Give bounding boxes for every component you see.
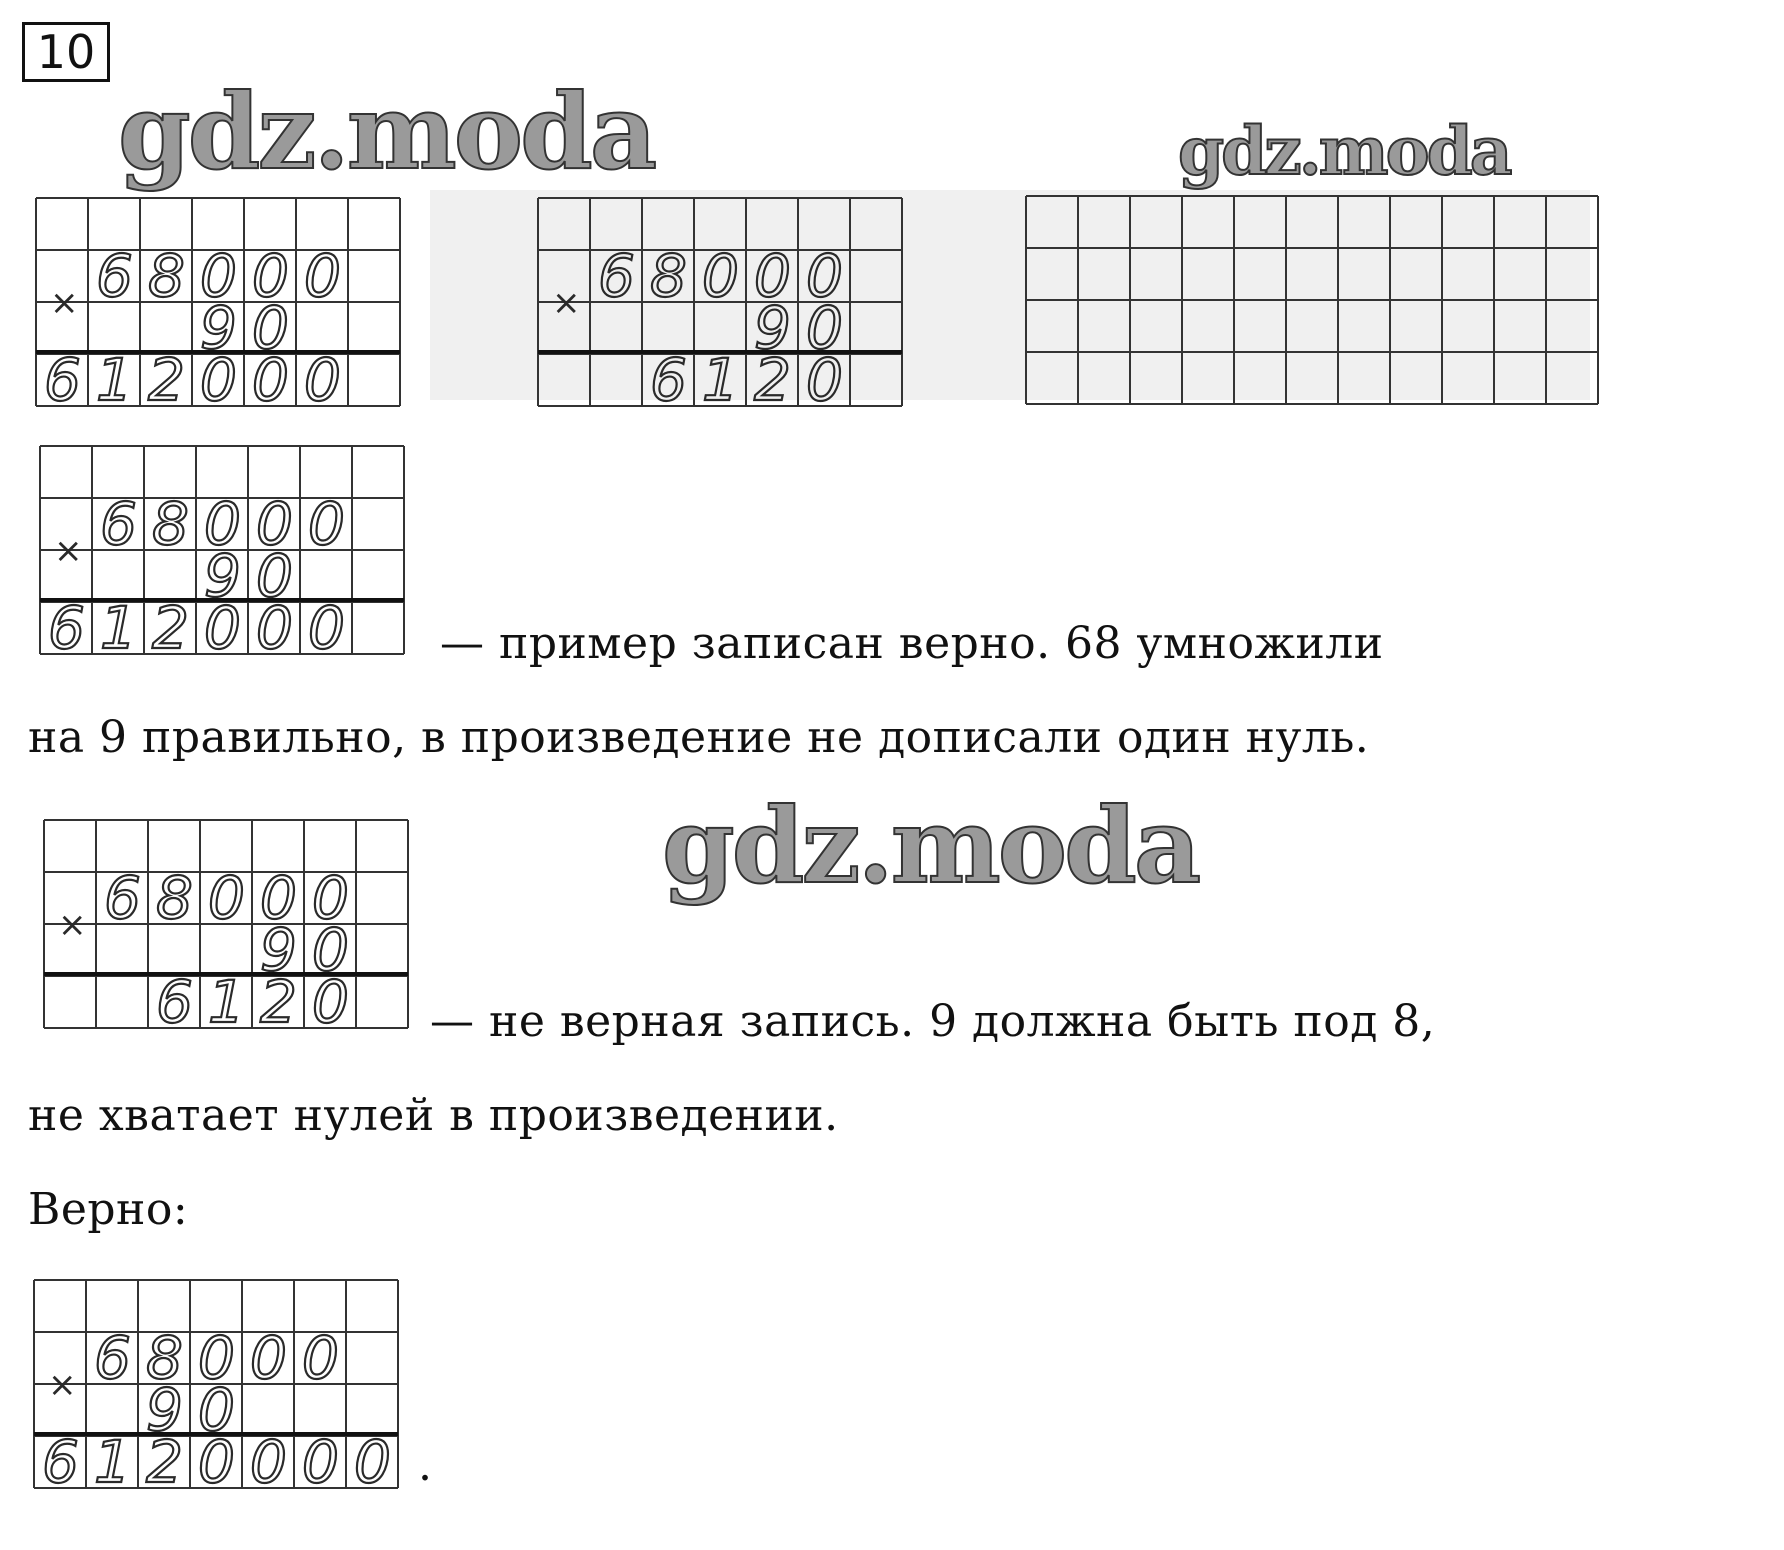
digit: 2 (152, 594, 189, 656)
explanation-line-4: не хватает нулей в произведении. (28, 1090, 839, 1141)
digit: 0 (302, 1324, 339, 1392)
digit: 2 (148, 346, 185, 408)
multiply-sign: × (50, 283, 79, 323)
digit: 9 (204, 542, 241, 610)
watermark: gdz.moda (1178, 112, 1510, 190)
digit: 8 (146, 1324, 183, 1392)
digit: 6 (100, 490, 137, 558)
digit: 0 (252, 346, 289, 408)
digit: 0 (260, 864, 297, 932)
watermark: gdz.moda (118, 70, 655, 193)
multiply-sign: × (54, 531, 83, 571)
digit: 0 (256, 542, 293, 610)
digit: 0 (304, 242, 341, 310)
multiplication-grid-correct (32, 1278, 400, 1490)
grid-svg (38, 444, 406, 656)
multiplication-grid-1 (34, 196, 402, 408)
grid-svg (1024, 194, 1600, 406)
digit: 0 (806, 346, 843, 408)
digit: 6 (156, 968, 193, 1030)
digit: 0 (208, 864, 245, 932)
digit: 1 (96, 346, 133, 408)
digit: 0 (250, 1428, 287, 1490)
digit: 0 (256, 490, 293, 558)
explanation-line-1: — пример записан верно. 68 умножили (440, 618, 1384, 669)
digit: 2 (754, 346, 791, 408)
grid-svg (536, 196, 904, 408)
digit: 0 (198, 1324, 235, 1392)
digit: 0 (302, 1428, 339, 1490)
multiply-sign: × (58, 905, 87, 945)
digit: 9 (260, 916, 297, 984)
multiplication-grid-2 (536, 196, 904, 408)
correct-label: Верно: (28, 1184, 189, 1235)
digit: 0 (200, 242, 237, 310)
digit: 0 (754, 242, 791, 310)
digit: 1 (94, 1428, 131, 1490)
digit: 0 (204, 594, 241, 656)
digit: 6 (104, 864, 141, 932)
digit: 9 (146, 1376, 183, 1444)
digit: 0 (198, 1428, 235, 1490)
digit: 0 (252, 242, 289, 310)
digit: 0 (252, 294, 289, 362)
digit: 0 (304, 346, 341, 408)
digit: 8 (148, 242, 185, 310)
digit: 0 (204, 490, 241, 558)
digit: 6 (598, 242, 635, 310)
digit: 0 (198, 1376, 235, 1444)
digit: 0 (312, 864, 349, 932)
digit: 9 (754, 294, 791, 362)
digit: 2 (146, 1428, 183, 1490)
digit: 9 (200, 294, 237, 362)
digit: 8 (152, 490, 189, 558)
digit: 6 (96, 242, 133, 310)
digit: 0 (354, 1428, 391, 1490)
digit: 6 (94, 1324, 131, 1392)
digit: 0 (806, 242, 843, 310)
digit: 8 (650, 242, 687, 310)
digit: 0 (308, 594, 345, 656)
empty-grid (1024, 194, 1600, 406)
digit: 0 (256, 594, 293, 656)
digit: 0 (200, 346, 237, 408)
grid-svg (42, 818, 410, 1030)
task-number: 10 (22, 22, 110, 82)
explanation-line-2: на 9 правильно, в произведение не дописали один нуль. (28, 712, 1370, 763)
digit: 1 (208, 968, 245, 1030)
digit: 6 (44, 346, 81, 408)
multiply-sign: × (48, 1365, 77, 1405)
multiply-sign: × (552, 283, 581, 323)
watermark: gdz.moda (662, 784, 1199, 907)
multiplication-grid-3 (38, 444, 406, 656)
digit: 6 (48, 594, 85, 656)
digit: 0 (312, 968, 349, 1030)
digit: 0 (806, 294, 843, 362)
digit: 6 (42, 1428, 79, 1490)
digit: 0 (250, 1324, 287, 1392)
grid-svg (32, 1278, 400, 1490)
period: . (418, 1440, 433, 1491)
multiplication-grid-4 (42, 818, 410, 1030)
grid-svg (34, 196, 402, 408)
digit: 8 (156, 864, 193, 932)
digit: 1 (702, 346, 739, 408)
digit: 0 (312, 916, 349, 984)
digit: 0 (702, 242, 739, 310)
explanation-line-3: — не верная запись. 9 должна быть под 8, (430, 996, 1436, 1047)
digit: 1 (100, 594, 137, 656)
digit: 0 (308, 490, 345, 558)
digit: 2 (260, 968, 297, 1030)
digit: 6 (650, 346, 687, 408)
